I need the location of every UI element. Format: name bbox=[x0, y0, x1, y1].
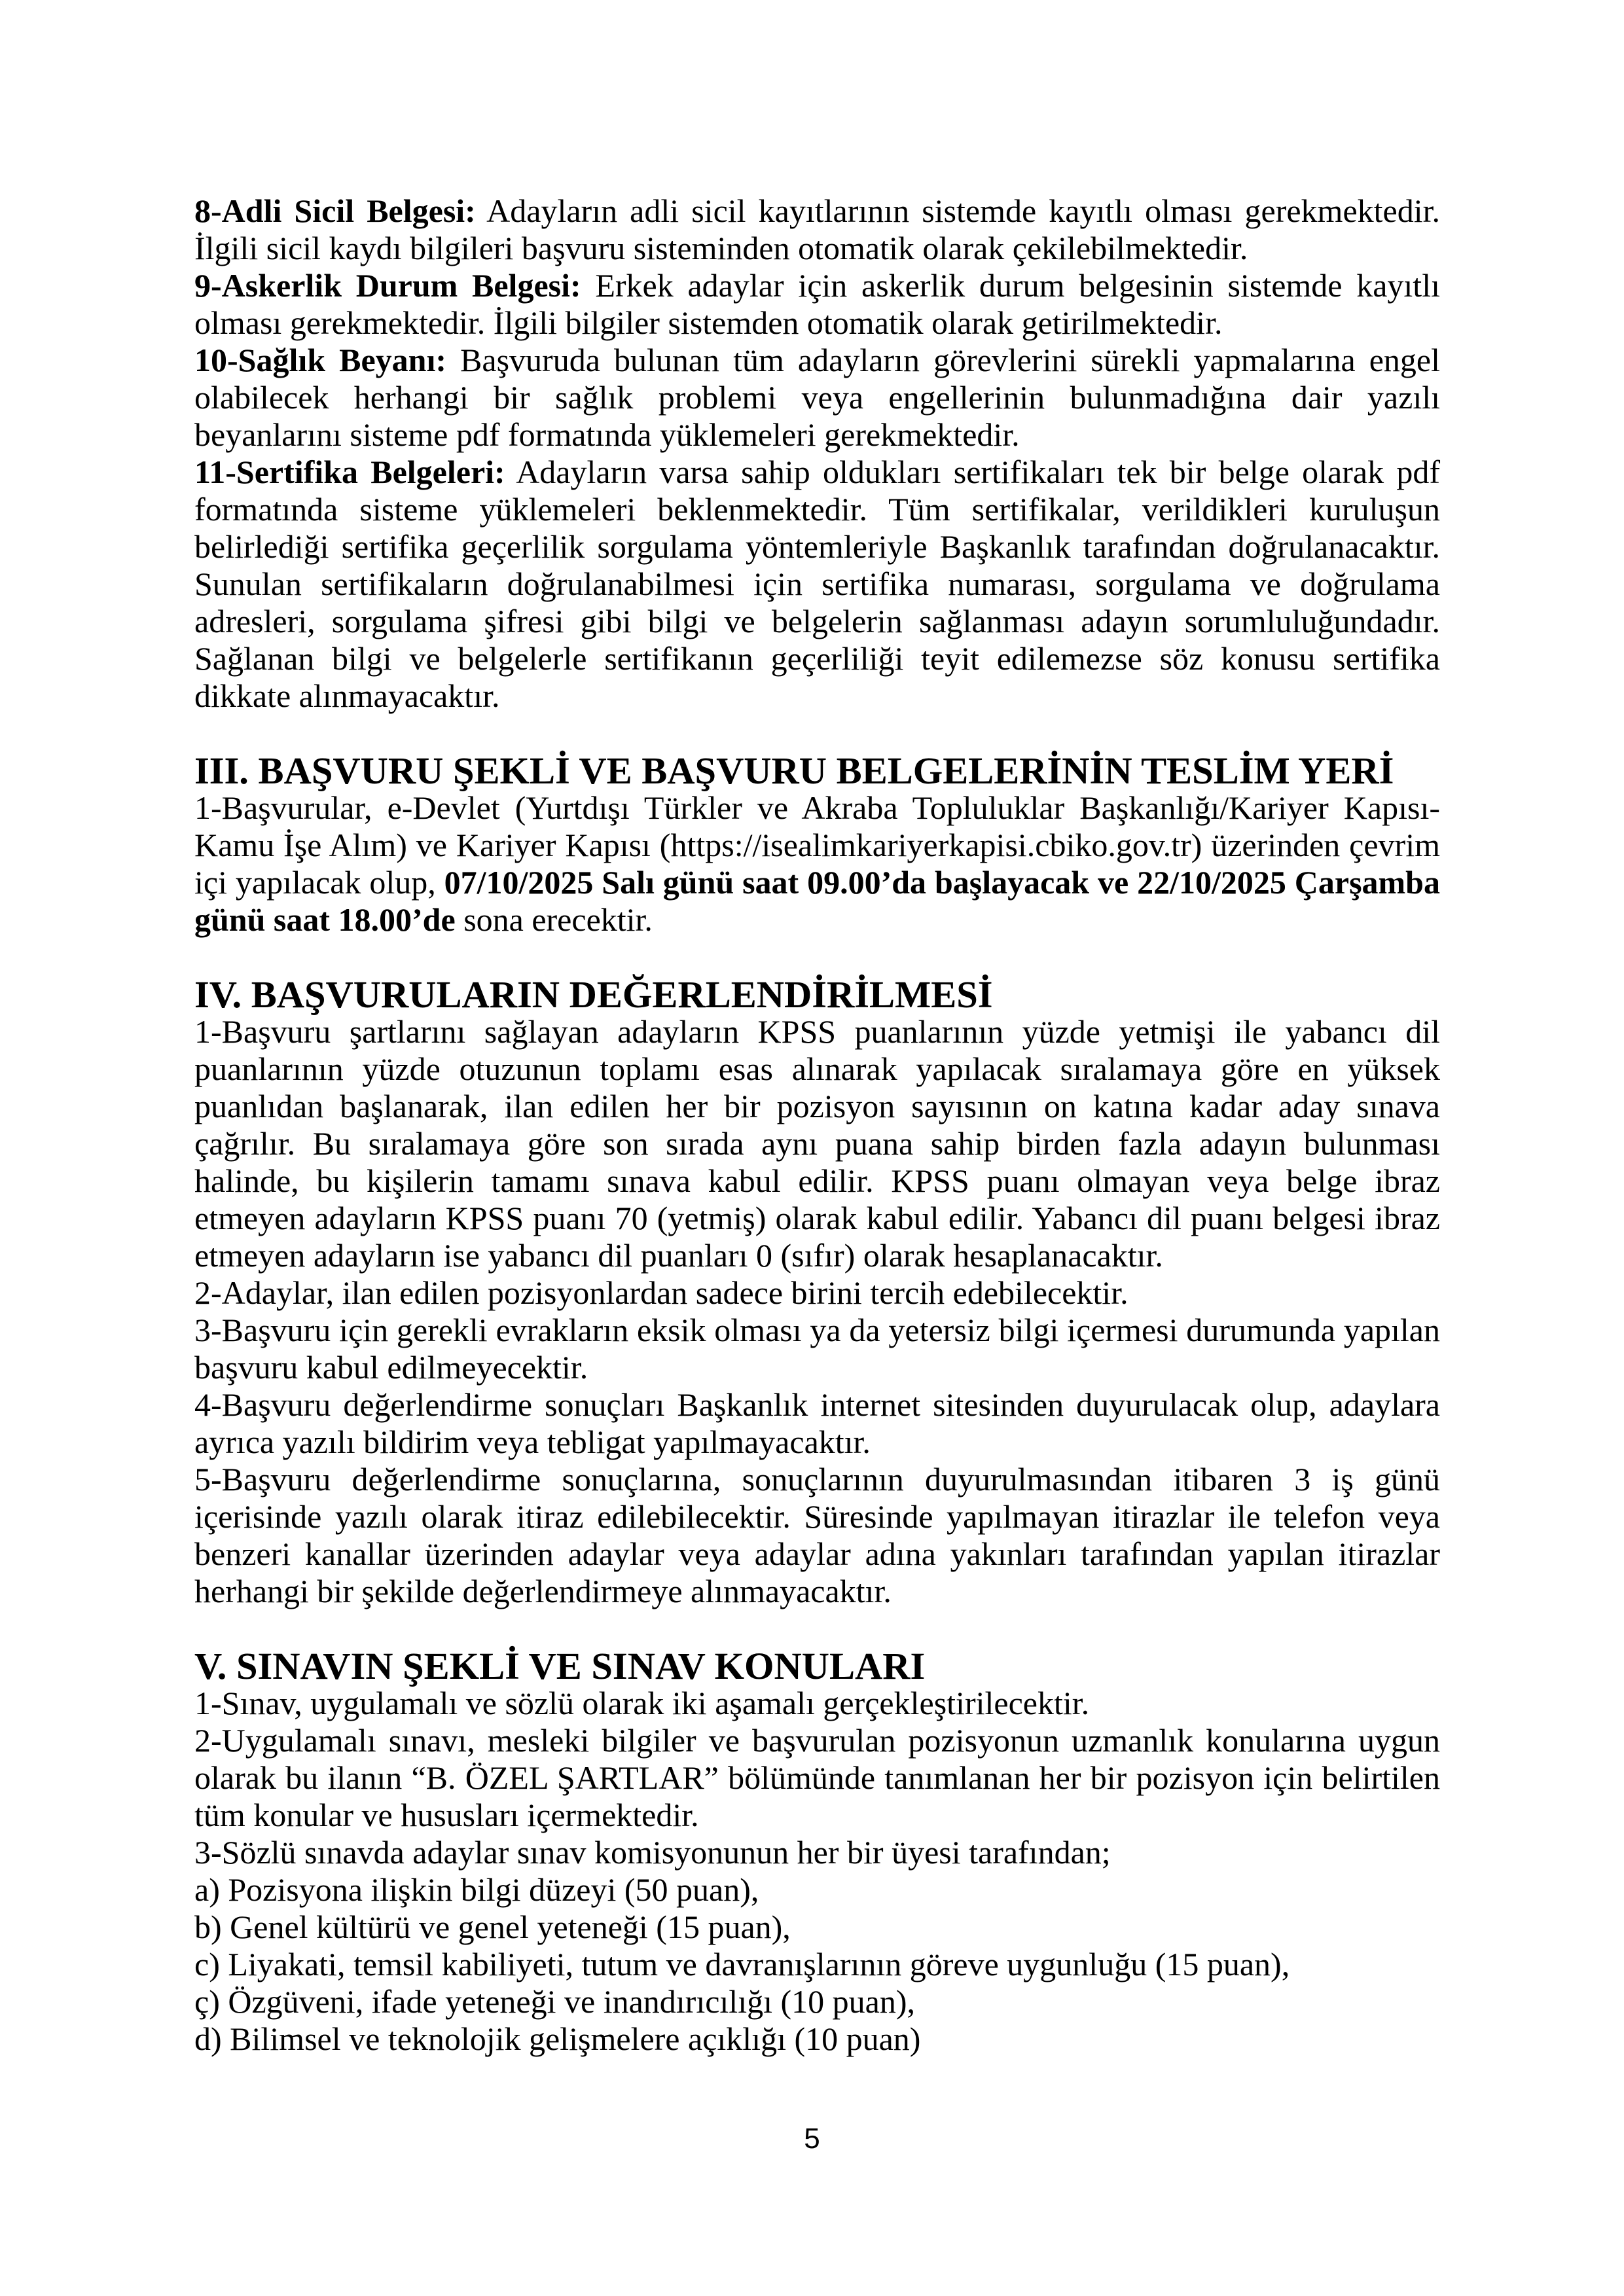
list-item bbox=[194, 1946, 1440, 1983]
paragraph bbox=[194, 1013, 1440, 1274]
text-run: a) Pozisyona ilişkin bilgi düzeyi (50 puan), bbox=[194, 1871, 759, 1908]
document-body bbox=[194, 192, 1440, 2058]
list-item bbox=[194, 2020, 1440, 2058]
spacer bbox=[194, 939, 1440, 976]
text-run: 3-Başvuru için gerekli evrakların eksik olması ya da yetersiz bilgi içermesi durumunda yapılan başvuru kabul edilmeyecektir. bbox=[194, 1312, 1440, 1386]
page-number: 5 bbox=[804, 2123, 820, 2155]
list-item bbox=[194, 1871, 1440, 1909]
heading bbox=[194, 1647, 1440, 1685]
text-run: 2-Adaylar, ilan edilen pozisyonlardan sadece birini tercih edebilecektir. bbox=[194, 1274, 1128, 1311]
bold-text-run: V. SINAVIN ŞEKLİ VE SINAV KONULARI bbox=[194, 1645, 926, 1687]
paragraph bbox=[194, 1386, 1440, 1461]
text-run: 1-Başvuru şartlarını sağlayan adayların KPSS puanlarının yüzde yetmişi ile yabancı dil puanlarının yüzde otuzunun toplamı esas alınarak yapılacak sıralamaya göre en yüksek puanlıdan başlanarak, ilan edilen her bir pozisyon sayısının on katına kadar aday sınava çağrılır. Bu sıralamaya göre son sırada aynı puana sahip birden fazla adayın bulunması halinde, bu kişilerin tamamı sınava kabul edilir. KPSS puanı olmayan veya belge ibraz etmeyen adayların KPSS puanı 70 (yetmiş) olarak kabul edilir. Yabancı dil puanı belgesi ibraz etmeyen adayların ise yabancı dil puanları 0 (sıfır) olarak hesaplanacaktır. bbox=[194, 1013, 1440, 1274]
text-run: Erkek adaylar için askerlik durum belgesinin sistemde kayıtlı olması gerekmektedir. İlgili bilgiler sistemden otomatik olarak getirilmektedir. bbox=[194, 267, 1440, 341]
paragraph bbox=[194, 1685, 1440, 1722]
text-run: Adayların adli sicil kayıtlarının sistemde kayıtlı olması gerekmektedir. İlgili sicil kaydı bilgileri başvuru sisteminden otomatik olarak çekilebilmektedir. bbox=[194, 192, 1440, 266]
text-run: 4-Başvuru değerlendirme sonuçları Başkanlık internet sitesinden duyurulacak olup, adaylara ayrıca yazılı bildirim veya tebligat yapılmayacaktır. bbox=[194, 1386, 1440, 1460]
text-run: d) Bilimsel ve teknolojik gelişmelere açıklığı (10 puan) bbox=[194, 2020, 921, 2057]
paragraph bbox=[194, 1274, 1440, 1312]
text-run: c) Liyakati, temsil kabiliyeti, tutum ve davranışlarının göreve uygunluğu (15 puan), bbox=[194, 1946, 1290, 1982]
text-run: 1-Sınav, uygulamalı ve sözlü olarak iki aşamalı gerçekleştirilecektir. bbox=[194, 1685, 1090, 1721]
heading bbox=[194, 749, 1440, 792]
text-run: b) Genel kültürü ve genel yeteneği (15 puan), bbox=[194, 1909, 791, 1945]
paragraph bbox=[194, 789, 1440, 939]
paragraph bbox=[194, 1722, 1440, 1834]
paragraph bbox=[194, 454, 1440, 715]
bold-text-run: 9-Askerlik Durum Belgesi: bbox=[194, 267, 581, 304]
list-item bbox=[194, 1909, 1440, 1946]
paragraph bbox=[194, 1461, 1440, 1610]
spacer bbox=[194, 1610, 1440, 1647]
heading bbox=[194, 973, 1440, 1016]
paragraph bbox=[194, 342, 1440, 454]
text-run: 2-Uygulamalı sınavı, mesleki bilgiler ve başvurulan pozisyonun uzmanlık konularına uygun olarak bu ilanın “B. ÖZEL ŞARTLAR” bölümünde tanımlanan her bir pozisyon için belirtilen tüm konular ve hususları içermektedir. bbox=[194, 1722, 1440, 1833]
bold-text-run: 10-Sağlık Beyanı: bbox=[194, 342, 446, 378]
text-run: 1-Başvurular, e-Devlet (Yurtdışı Türkler ve Akraba Topluluklar Başkanlığı/Kariyer Kapısı-Kamu İşe Alım) ve Kariyer Kapısı (https://isealimkariyerkapisi.cbiko.gov.tr) üzerinden çevrim içi yapılacak olup, bbox=[194, 789, 1440, 901]
list-item bbox=[194, 1983, 1440, 2020]
paragraph bbox=[194, 1834, 1440, 1871]
bold-text-run: 8-Adli Sicil Belgesi: bbox=[194, 192, 476, 229]
text-run: Başvuruda bulunan tüm adayların görevlerini sürekli yapmalarına engel olabilecek herhangi bir sağlık problemi veya engellerinin bulunmadığına dair yazılı beyanlarını sisteme pdf formatında yüklemeleri gerekmektedir. bbox=[194, 342, 1440, 453]
bold-text-run: 07/10/2025 Salı günü saat 09.00’da başlayacak ve 22/10/2025 Çarşamba günü saat 18.00’de bbox=[194, 864, 1440, 938]
text-run: sona erecektir. bbox=[455, 901, 653, 938]
spacer bbox=[194, 715, 1440, 752]
paragraph bbox=[194, 192, 1440, 267]
text-run: 5-Başvuru değerlendirme sonuçlarına, sonuçlarının duyurulmasından itibaren 3 iş günü içerisinde yazılı olarak itiraz edilebilecektir. Süresinde yapılmayan itirazlar ile telefon veya benzeri kanallar üzerinden adaylar veya adaylar adına yakınları tarafından yapılan itirazlar herhangi bir şekilde değerlendirmeye alınmayacaktır. bbox=[194, 1461, 1440, 1609]
bold-text-run: 11-Sertifika Belgeleri: bbox=[194, 454, 505, 490]
paragraph bbox=[194, 267, 1440, 342]
paragraph bbox=[194, 1312, 1440, 1386]
text-run: Adayların varsa sahip oldukları sertifikaları tek bir belge olarak pdf formatında sisteme yüklemeleri beklenmektedir. Tüm sertifikalar, verildikleri kuruluşun belirlediği sertifika geçerlilik sorgulama yöntemleriyle Başkanlık tarafından doğrulanacaktır. Sunulan sertifikaların doğrulanabilmesi için sertifika numarası, sorgulama ve doğrulama adresleri, sorgulama şifresi gibi bilgi ve belgelerin sağlanması adayın sorumluluğundadır. Sağlanan bilgi ve belgelerle sertifikanın geçerliliği teyit edilemezse söz konusu sertifika dikkate alınmayacaktır. bbox=[194, 454, 1440, 714]
text-run: ç) Özgüveni, ifade yeteneği ve inandırıcılığı (10 puan), bbox=[194, 1983, 915, 2020]
bold-text-run: III. BAŞVURU ŞEKLİ VE BAŞVURU BELGELERİNİN TESLİM YERİ bbox=[194, 749, 1394, 792]
text-run: 3-Sözlü sınavda adaylar sınav komisyonunun her bir üyesi tarafından; bbox=[194, 1834, 1111, 1871]
bold-text-run: IV. BAŞVURULARIN DEĞERLENDİRİLMESİ bbox=[194, 973, 993, 1016]
